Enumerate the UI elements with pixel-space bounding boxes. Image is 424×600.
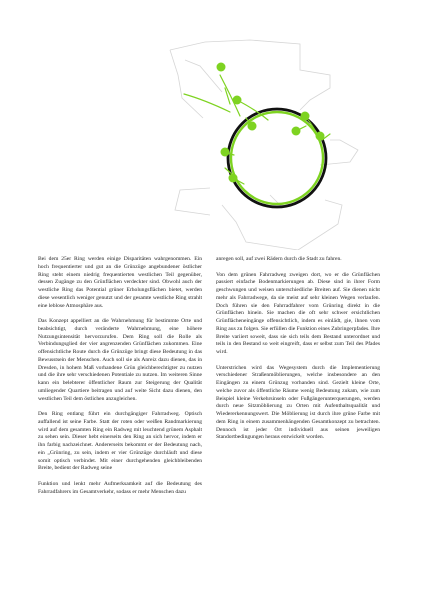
paragraph: Bei dem 25er Ring werden einige Disparitäten wahrgenommen. Ein hoch frequentierter und gut an die Grünzüge angebundener östlicher Ring steht einem niedrig frequentierten westlichen Teil gegenüber, dessen Zugänge zu den Grünflächen verdeckter sind. Obwohl auch der westliche Ring das Potential grüner Erholungsflächen bietet, werden diese wesentlich weniger genutzt und der gesamte westliche Ring strahlt eine leblose Atmosphäre aus.: [38, 256, 202, 309]
green-nodes: [217, 63, 325, 183]
paragraph: Das Konzept appelliert an die Wahrnehmung für bestimmte Orte und beabsichtigt, durch veränderte Wahrnehmung, eine höhere Nutzungsintensität hervorzurufen. Dem Ring soll die Rolle als Verbindungsglied der vier angrenzenden Grünflächen zukommen. Eine offensichtliche Route durch die Grünzüge bringt diese Bedeutung in das Bewusstsein der Menschen. Auch soll sie als Anreiz dazu dienen, das in Dresden, in hohem Maß vorhandene Grün gleichberechtigter zu nutzen und die ihre sehr verschiedenen Potentiale zu nutzen. Im weiteren Sinne kann ein belebterer öffentlicher Raum zur Steigerung der Qualität umliegender Quartiere beitragen und auf weite Sicht dazu dienen, den westlichen Teil dem östlichen anzugleichen.: [38, 318, 202, 402]
paragraph: Unterstrichen wird das Wegesystem durch die Implementierung verschiedener Straßenmöblierungen, welche insbesondere an den Eingängen zu einem Grünzug vorhanden sind. Gezielt kleine Orte, welche zuvor als öffentliche Räume wenig Bedeutung zukam, wie zum Beispiel kleine Verkehrsinseln oder Fußgängerunterquerungen, werden durch neue Sitzmöblierung zu Orten mit Aufenthaltsqualität und Wiedererkennungswert. Die Möblierung ist durch ihre grüne Farbe mit dem Ring in einem zusammenhängenden Gesamtkonzept zu betrachten. Dennoch ist jeder Ort individuell aus seinen jeweiligen Standortbedingungen heraus entwickelt worden.: [216, 364, 380, 441]
green-branches: [184, 75, 330, 184]
paragraph: Von dem grünen Fahrradweg zweigen dort, wo er die Grünflächen passiert einfache Bodenmarkierungen ab. Diese sind in ihrer Form geschwungen und weisen unterschiedliche Breiten auf. Sie dienen nicht mehr als Fahrradwege, da sie meist auf sehr kleinen Wegen verlaufen. Doch führen sie den Fahrradfahrer vom Grünring direkt in die Grünflächen hinein. Sie machen die oft sehr schwer ersichtlichen Grünflächeneingänge offensichtlich, indem es einlädt, gie, ihnen vom Ring aus zu folgen. Sie erfüllen die Funktion eines Zubringerpfades. Ihre Breite variiert soweit, dass sie sich teils dem Bestand unterordnet und teils in den Bestand so weit eingreift, dass er selbst zum Teil des Pfades wird.: [216, 271, 380, 355]
paragraph: Den Ring entlang führt ein durchgängiger Fahrradweg. Optisch auffallend ist seine Farbe. Statt der roten oder weißen Randmarkierung wird auf dem gesamten Ring ein Radweg mit leuchtend grünem Asphalt zu sehen sein. Dieser hebt einerseits den Ring an sich hervor, indem er ihn farbig nachzeichnet. Andererseits bekommt er der Bedeutung nach, ein „Grünring, zu sein, indem er vier Grünzüge durchläuft und diese somit optisch verbindet. Mit einer durchgehenden gleichbleibenden Breite, bedient der Radweg seine: [38, 411, 202, 472]
paragraph: Funktion und lenkt mehr Aufmerksamkeit auf die Bedeutung des Fahrradfahrers im Gesamtverkehr, sodass er mehr Menschen dazu: [38, 480, 202, 495]
street-outline: [170, 40, 358, 250]
ring-diagram: [0, 0, 424, 250]
paragraph: anregen soll, auf zwei Rädern durch die Stadt zu fahren.: [216, 256, 342, 262]
text-column-right: [216, 256, 380, 450]
text-column-left: [38, 256, 202, 504]
green-bike-ring: [231, 112, 323, 204]
